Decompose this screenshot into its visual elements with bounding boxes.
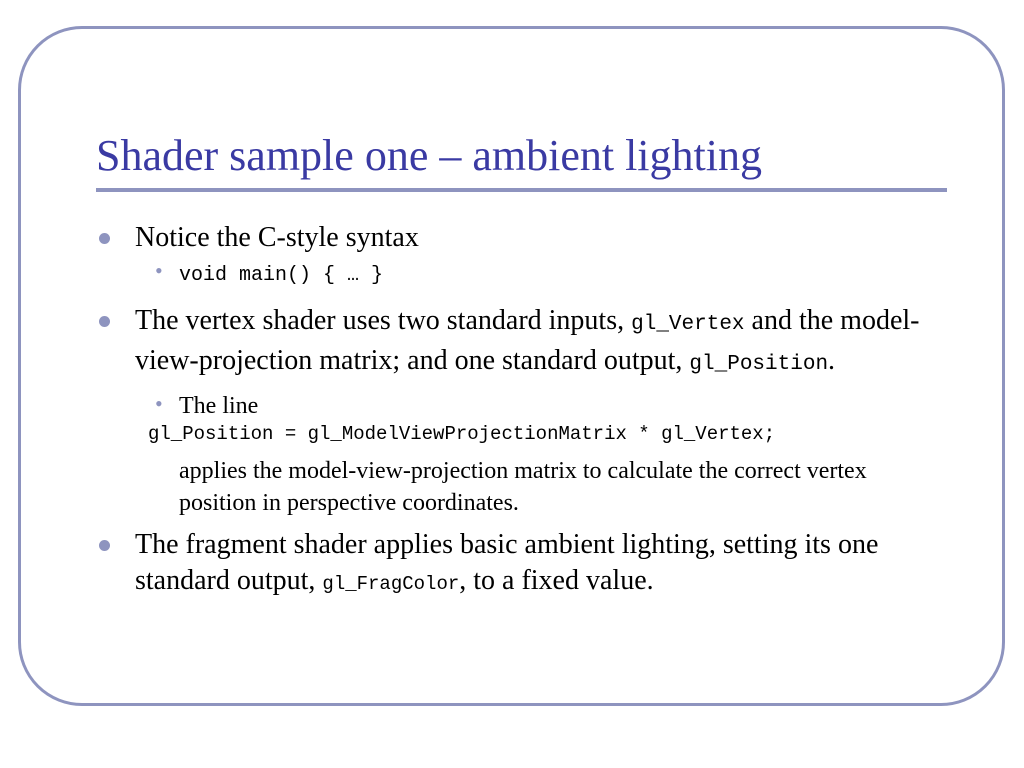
code-inline: gl_Vertex [631,313,745,336]
slide-content [98,220,938,602]
continuation-text: applies the model-view-projection matrix to calculate the correct vertex position in perspective coordinates. [179,458,867,516]
title-underline [96,188,947,192]
bullet-text: , to a fixed value. [459,565,654,596]
bullet-text: The vertex shader uses two standard inputs, [135,305,632,336]
sub-bullet-item [98,258,938,291]
bullet-text: The fragment shader applies basic ambient lighting, setting its one standard output, [135,529,879,596]
bullet-text: Notice the C-style syntax [135,222,419,253]
bullet-item [98,303,938,383]
sub-bullet-text: The line [179,393,259,419]
slide-title: Shader sample one – ambient lighting [96,131,762,180]
code-inline: gl_Position [689,353,829,376]
code-snippet: void main() { … } [179,264,384,287]
bullet-dot-icon [99,540,110,551]
bullet-item [98,220,938,256]
bullet-dot-icon [99,233,110,244]
bullet-dot-icon [99,316,110,327]
code-inline: gl_FragColor [322,573,460,595]
bullet-text: . [828,345,836,376]
code-line: gl_Position = gl_ModelViewProjectionMatrix * gl_Vertex; [148,423,776,445]
bullet-item [98,527,938,602]
sub-bullet-dot-icon: • [155,391,163,416]
bullet-text: and the model-view-projection matrix; and one standard output, [135,305,920,376]
sub-bullet-item [98,391,938,421]
sub-bullet-dot-icon: • [155,258,163,283]
